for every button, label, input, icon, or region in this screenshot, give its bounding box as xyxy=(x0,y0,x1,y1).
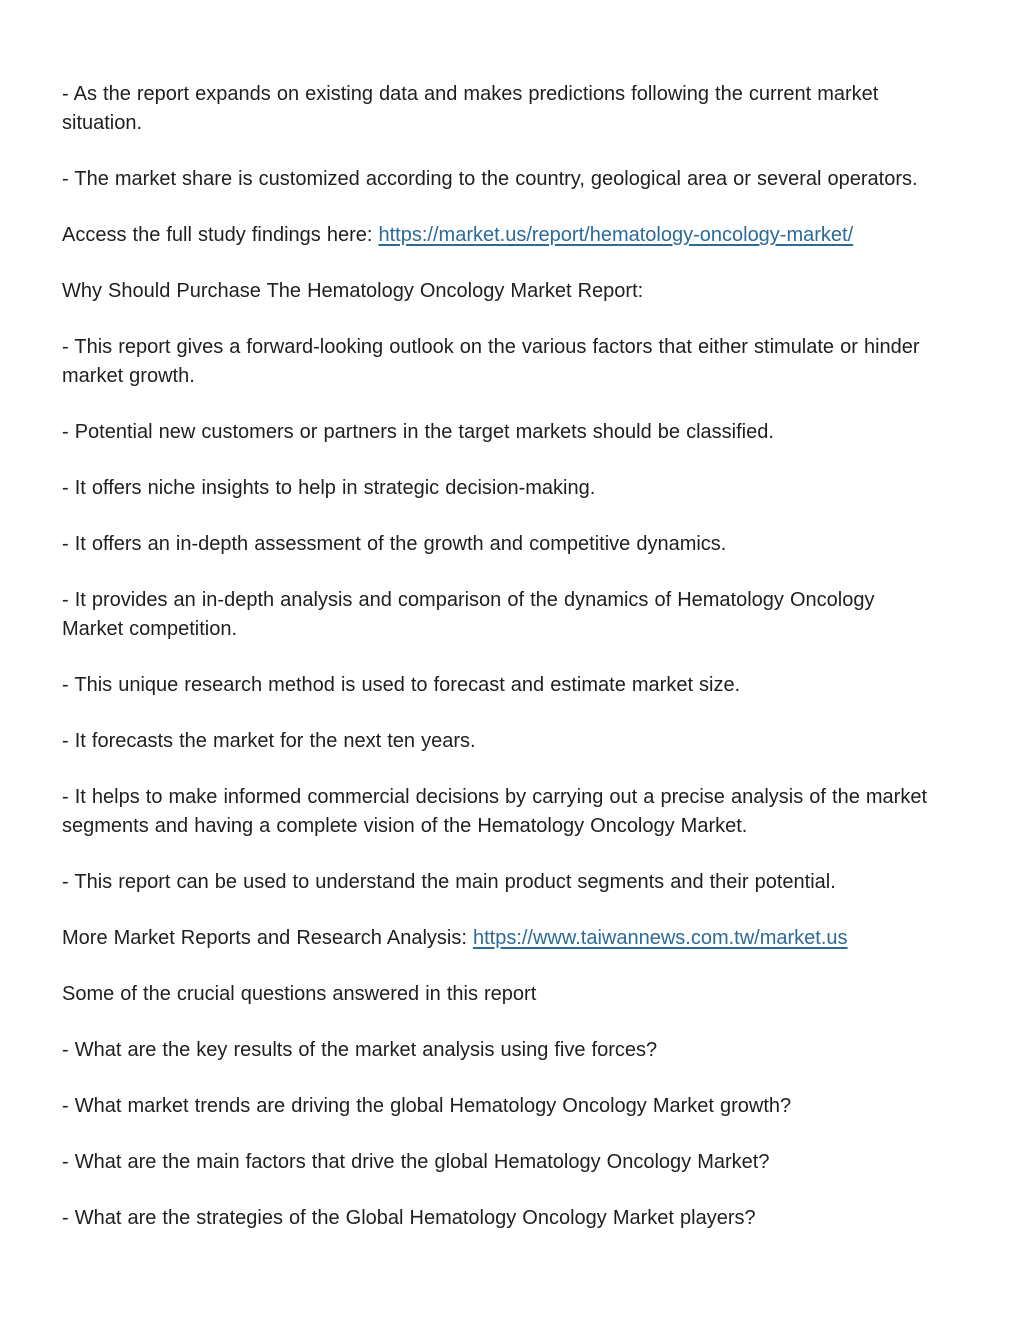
paragraph-text: - It provides an in-depth analysis and comparison of the dynamics of Hematology Oncology Market competition. xyxy=(62,589,875,640)
paragraph xyxy=(62,727,930,756)
paragraph-text: - It forecasts the market for the next ten years. xyxy=(62,730,476,752)
paragraph xyxy=(62,277,930,306)
paragraph xyxy=(62,80,930,138)
paragraph-text: - It offers an in-depth assessment of the growth and competitive dynamics. xyxy=(62,533,727,555)
paragraph-text: - As the report expands on existing data and makes predictions following the current market situation. xyxy=(62,83,879,134)
paragraph xyxy=(62,530,930,559)
paragraph-text: - It offers niche insights to help in strategic decision-making. xyxy=(62,477,596,499)
paragraph xyxy=(62,333,930,391)
paragraph xyxy=(62,671,930,700)
paragraph xyxy=(62,1204,930,1233)
paragraph-text: Some of the crucial questions answered in this report xyxy=(62,983,537,1005)
paragraph-text: - What are the strategies of the Global Hematology Oncology Market players? xyxy=(62,1207,756,1229)
paragraph-text: More Market Reports and Research Analysis: xyxy=(62,927,473,949)
paragraph xyxy=(62,474,930,503)
paragraph-text: - What market trends are driving the global Hematology Oncology Market growth? xyxy=(62,1095,792,1117)
paragraph-text: - This unique research method is used to forecast and estimate market size. xyxy=(62,674,741,696)
paragraph-text: - What are the main factors that drive the global Hematology Oncology Market? xyxy=(62,1151,770,1173)
paragraph xyxy=(62,1036,930,1065)
paragraph-text: - Potential new customers or partners in the target markets should be classified. xyxy=(62,421,774,443)
paragraph-text: - The market share is customized according to the country, geological area or several operators. xyxy=(62,168,918,190)
paragraph xyxy=(62,221,930,250)
hyperlink[interactable]: https://market.us/report/hematology-oncology-market/ xyxy=(378,224,854,246)
hyperlink[interactable]: https://www.taiwannews.com.tw/market.us xyxy=(472,927,848,949)
paragraph xyxy=(62,924,930,953)
paragraph-text: - What are the key results of the market analysis using five forces? xyxy=(62,1039,658,1061)
paragraph-text: - This report gives a forward-looking outlook on the various factors that either stimulate or hinder market growth. xyxy=(62,336,920,387)
paragraph xyxy=(62,868,930,897)
paragraph-text: Access the full study findings here: xyxy=(62,224,379,246)
paragraph xyxy=(62,586,930,644)
paragraph-text: - This report can be used to understand the main product segments and their potential. xyxy=(62,871,836,893)
paragraph-text: - It helps to make informed commercial decisions by carrying out a precise analysis of the market segments and having a complete vision of the Hematology Oncology Market. xyxy=(62,786,928,837)
paragraph xyxy=(62,418,930,447)
paragraph xyxy=(62,165,930,194)
paragraph xyxy=(62,980,930,1009)
paragraph xyxy=(62,1148,930,1177)
paragraph xyxy=(62,783,930,841)
paragraph xyxy=(62,1092,930,1121)
paragraph-text: Why Should Purchase The Hematology Oncology Market Report: xyxy=(62,280,644,302)
